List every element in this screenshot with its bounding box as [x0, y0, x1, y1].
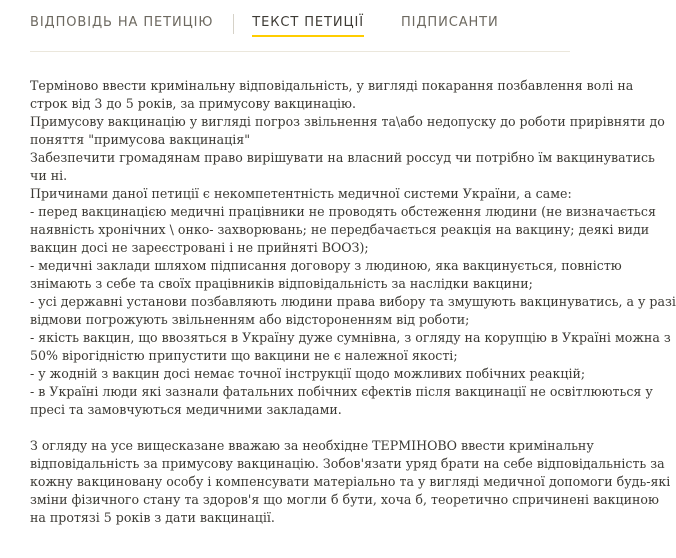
petition-text-line: Терміново ввести кримінальну відповідальність, у вигляді покарання позбавлення волі на	[30, 78, 634, 93]
petition-text-line: строк від 3 до 5 років, за примусову вакцинацію.	[30, 96, 356, 111]
tab-petition-answer[interactable]: ВІДПОВІДЬ НА ПЕТИЦІЮ	[30, 15, 214, 30]
petition-text-line: З огляду на усе вищесказане вважаю за необхідне ТЕРМІНОВО ввести кримінальну	[30, 438, 594, 453]
petition-text-line: вакцин досі не зареєстровані і не прийняті ВООЗ);	[30, 240, 369, 255]
tab-signatories[interactable]: ПІДПИСАНТИ	[400, 15, 499, 30]
tab-petition-text[interactable]: ТЕКСТ ПЕТИЦІЇ	[252, 0, 364, 52]
petition-text-line: наявність хронічних \ онко- захворювань; не передбачається реакція на вакцину; деякі види	[30, 222, 650, 237]
petition-text-line: на протязі 5 років з дати вакцинації.	[30, 510, 275, 525]
petition-text-line: зміни фізичного стану та здоров'я що могли б бути, хоча б, теоретично спричинені вакциною	[30, 492, 659, 507]
petition-text-line: пресі та замовчуються медичними закладами.	[30, 402, 342, 417]
petition-text-line: - в Україні люди які зазнали фатальних побічних єфектів після вакцинації не освітлюються у	[30, 384, 653, 399]
petition-text-line: відмови погрожують звільненням або відстороненням від роботи;	[30, 312, 470, 327]
paragraph-spacer	[30, 419, 570, 437]
petition-tabs	[30, 0, 570, 52]
petition-text-line: - усі державні установи позбавляють людини права вибору та змушують вакцинуватись, а у разі	[30, 294, 676, 309]
petition-text-line: - медичні заклади шляхом підписання договору з людиною, яка вакцинується, повністю	[30, 258, 622, 273]
petition-text-line: поняття "примусова вакцинація"	[30, 132, 251, 147]
petition-text-line: - якість вакцин, що ввозяться в Україну дуже сумнівна, з огляду на корупцію в Україні можна з	[30, 330, 671, 345]
petition-text-line: Забезпечити громадянам право вирішувати на власний россуд чи потрібно їм вакцинуватись	[30, 150, 655, 165]
petition-text-line: - у жодній з вакцин досі немає точної інструкції щодо можливих побічних реакцій;	[30, 366, 586, 381]
petition-text-line: кожну вакциновану особу і компенсувати матеріально та у вигляді медичної допомоги будь-які	[30, 474, 671, 489]
petition-text-line: - перед вакцинацією медичні працівники не проводять обстеження людини (не визначається	[30, 204, 656, 219]
petition-text-line: відповідальність за примусову вакцинацію. Зобов'язати уряд брати на себе відповідальність за	[30, 456, 665, 471]
petition-text-line: Примусову вакцинацію у вигляді погроз звільнення та\або недопуску до роботи прирівняти до	[30, 114, 665, 129]
petition-paragraph-demands	[30, 77, 676, 419]
petition-text-line: 50% вірогідністю припустити що вакцини не є належної якості;	[30, 348, 458, 363]
petition-paragraph-conclusion	[30, 437, 671, 527]
tab-divider	[233, 14, 234, 34]
petition-text	[30, 77, 676, 527]
petition-text-line: Причинами даної петиції є некомпетентність медичної системи України, а саме:	[30, 186, 572, 201]
petition-text-line: чи ні.	[30, 168, 68, 183]
petition-text-line: знімають з себе та своїх працівників відповідальність за наслідки вакцини;	[30, 276, 533, 291]
